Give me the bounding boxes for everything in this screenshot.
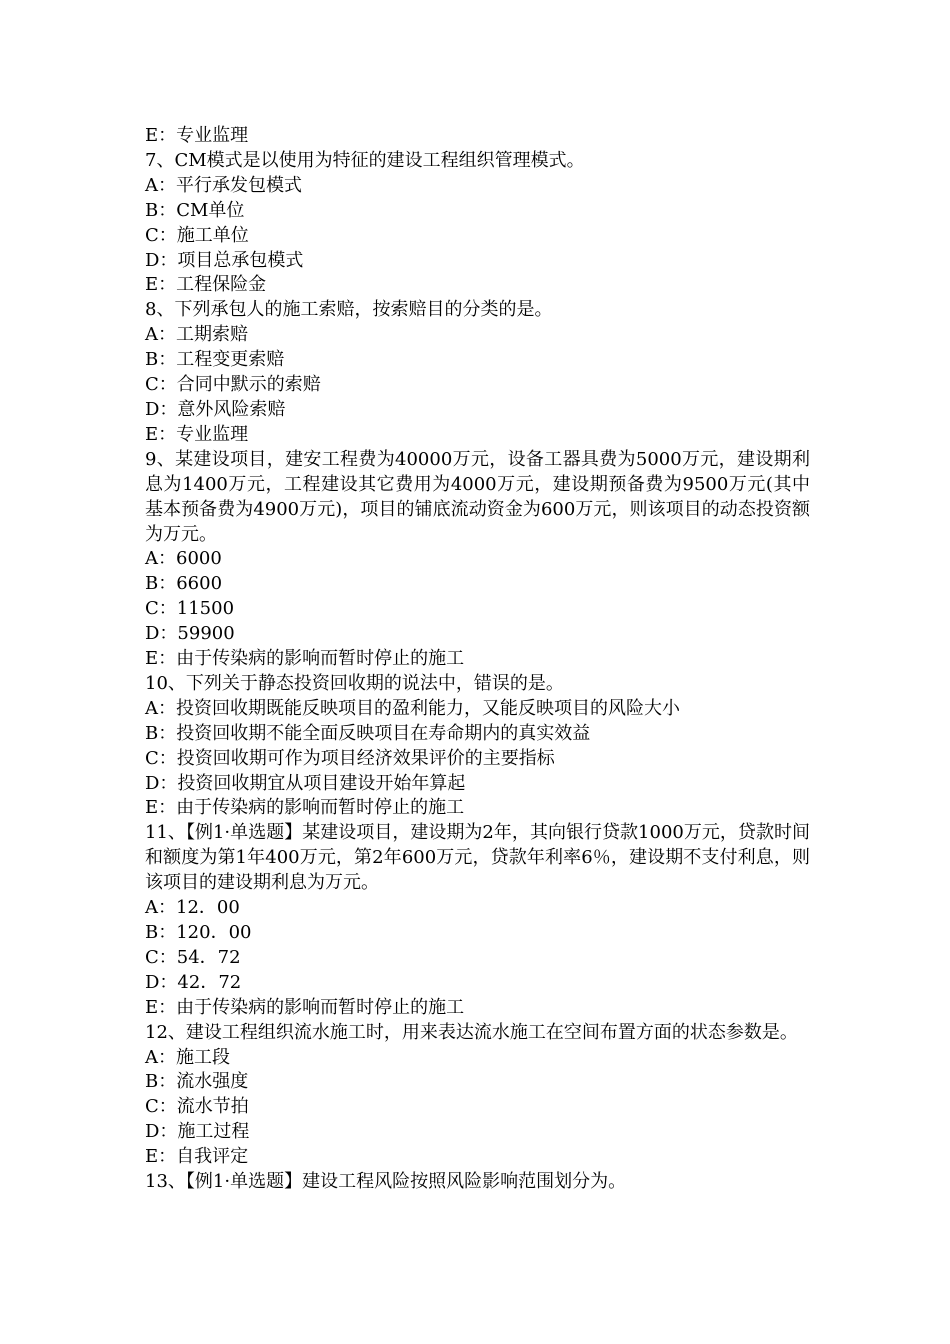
option-b-line: B：工程变更索赔 [145,349,285,371]
option-b-line: B：120．00 [145,922,252,943]
option-c-line: C：投资回收期可作为项目经济效果评价的主要指标 [145,747,555,769]
question-13: 13、【例1·单选题】建设工程风险按照风险影响范围划分为。 [145,1171,627,1193]
option-b-line: B：流水强度 [145,1071,249,1093]
option-e-line: E：自我评定 [145,1146,249,1168]
option-b-line: B：6600 [145,573,223,595]
option-d-line: D：项目总承包模式 [145,249,304,271]
question-11: 11、【例1·单选题】某建设项目，建设期为2年，其向银行贷款1000万元，贷款时间和额度为第1年400万元，第2年600万元，贷款年利率6％，建设期不支付利息，则该项目的建设期利息为万元。 [145,822,810,894]
option-e-line: E：由于传染病的影响而暂时停止的施工 [145,648,465,670]
question-9: 9、某建设项目，建安工程费为40000万元，设备工器具费为5000万元，建设期利息为1400万元，工程建设其它费用为4000万元，建设期预备费为9500万元(其中基本预备费为4900万元)，项目的铺底流动资金为600万元，则该项目的动态投资额为万元。 [145,448,810,545]
option-d-line: D：59900 [145,623,235,645]
option-e-line: E：工程保险金 [145,274,267,296]
option-a-line: A：平行承发包模式 [145,174,302,196]
option-d-line: D：投资回收期宜从项目建设开始年算起 [145,772,466,794]
option-d-line: D：42．72 [145,971,242,993]
option-c-line: C：11500 [145,598,235,620]
question-8: 8、下列承包人的施工索赔，按索赔目的分类的是。 [145,299,553,321]
option-d-line: D：施工过程 [145,1121,250,1143]
option-a-line: A：投资回收期既能反映项目的盈利能力，又能反映项目的风险大小 [145,697,680,719]
question-10: 10、下列关于静态投资回收期的说法中，错误的是。 [145,672,564,694]
option-b-line: B：投资回收期不能全面反映项目在寿命期内的真实效益 [145,722,591,744]
option-a-line: A：6000 [145,548,222,570]
option-c-line: C：合同中默示的索赔 [145,374,321,396]
option-e-line: E：由于传染病的影响而暂时停止的施工 [145,797,465,819]
option-a-line: A：工期索赔 [145,324,248,346]
option-b-line: B：CM单位 [145,199,245,221]
option-e-line: E：专业监理 [145,125,249,146]
question-7: 7、CM模式是以使用为特征的建设工程组织管理模式。 [145,149,585,171]
question-12: 12、建设工程组织流水施工时，用来表达流水施工在空间布置方面的状态参数是。 [145,1021,798,1043]
document-body [145,124,810,1195]
option-c-line: C：施工单位 [145,224,249,246]
option-d-line: D：意外风险索赔 [145,398,286,420]
option-c-line: C：流水节拍 [145,1096,249,1118]
option-e-line: E：由于传染病的影响而暂时停止的施工 [145,996,465,1018]
option-a-line: A：12．00 [145,897,240,919]
option-a-line: A：施工段 [145,1046,230,1068]
option-e-line: E：专业监理 [145,423,249,445]
option-c-line: C：54．72 [145,946,241,968]
